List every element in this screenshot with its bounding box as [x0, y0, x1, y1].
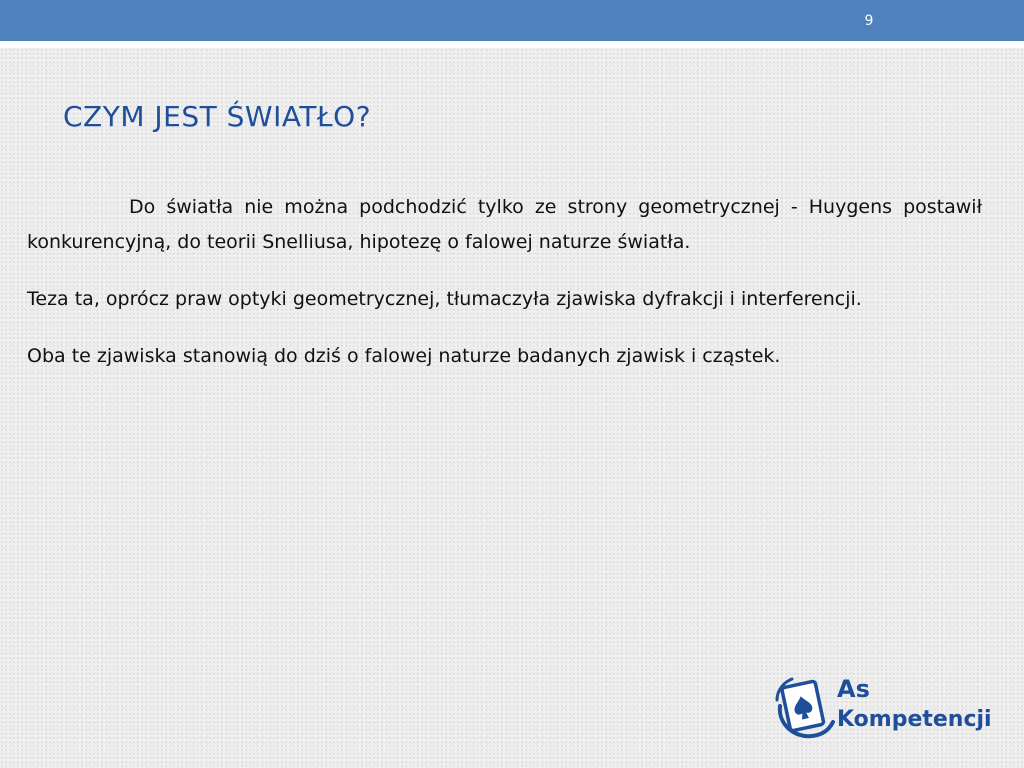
paragraph-2: Teza ta, oprócz praw optyki geometrycznej, tłumaczyła zjawiska dyfrakcji i interferencji. — [27, 288, 862, 310]
top-bar-divider — [0, 41, 1024, 48]
top-bar — [0, 0, 1024, 41]
logo-text-as: As — [837, 675, 870, 703]
paragraph-3: Oba te zjawiska stanowią do dziś o falowej naturze badanych zjawisk i cząstek. — [27, 345, 781, 367]
paragraph-1: Do światła nie można podchodzić tylko ze strony geometrycznej - Huygens postawił konkurencyjną, do teorii Snelliusa, hipotezę o falowej naturze światła. — [27, 196, 982, 253]
logo-text-kompetencji: Kompetencji — [837, 707, 992, 732]
slide-body — [27, 190, 982, 396]
slide-title: CZYM JEST ŚWIATŁO? — [63, 100, 372, 133]
page-number: 9 — [864, 13, 874, 29]
spade-card-icon — [770, 672, 836, 742]
as-kompetencji-logo — [770, 672, 1000, 748]
